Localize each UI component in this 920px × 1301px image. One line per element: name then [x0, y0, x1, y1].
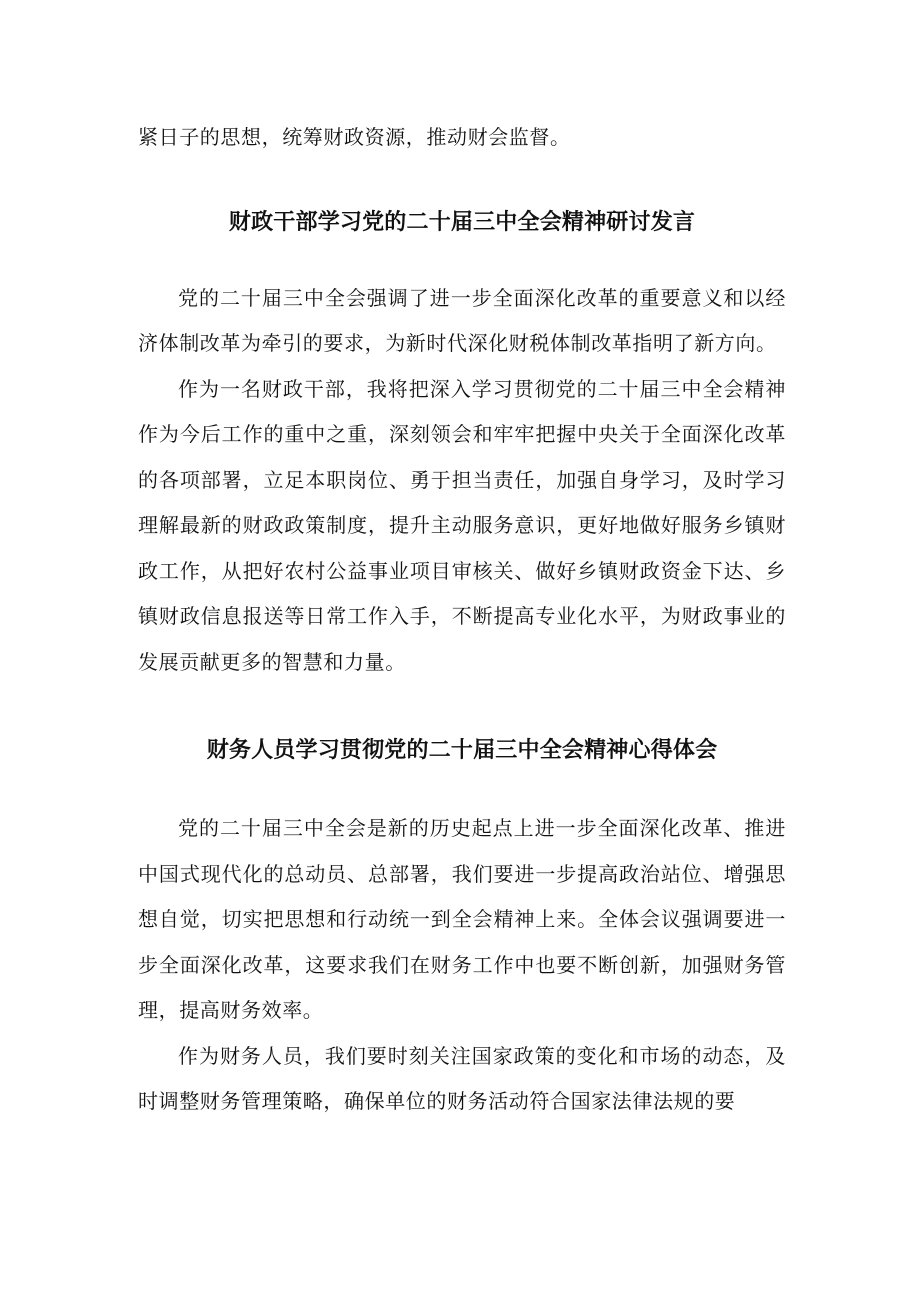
paragraph: 作为财务人员，我们要时刻关注国家政策的变化和市场的动态，及时调整财务管理策略，确保单位的财务活动符合国家法律法规的要: [138, 1043, 786, 1113]
section-title-finance-staff: 财务人员学习贯彻党的二十届三中全会精神心得体会: [206, 738, 718, 763]
section-title-finance-cadre: 财政干部学习党的二十届三中全会精神研讨发言: [228, 209, 696, 235]
paragraph: 作为一名财政干部，我将把深入学习贯彻党的二十届三中全会精神作为今后工作的重中之重，深刻领会和牢牢把握中央关于全面深化改革的各项部署，立足本职岗位、勇于担当责任，加强自身学习，及时学习理解最新的财政政策制度，提升主动服务意识，更好地做好服务乡镇财政工作，从把好农村公益事业项目审核关、做好乡镇财政资金下达、乡镇财政信息报送等日常工作入手，不断提高专业化水平，为财政事业的发展贡献更多的智慧和力量。: [138, 376, 786, 674]
paragraph: 党的二十届三中全会强调了进一步全面深化改革的重要意义和以经济体制改革为牵引的要求，为新时代深化财税体制改革指明了新方向。: [138, 285, 786, 355]
paragraph: 党的二十届三中全会是新的历史起点上进一步全面深化改革、推进中国式现代化的总动员、总部署，我们要进一步提高政治站位、增强思想自觉，切实把思想和行动统一到全会精神上来。全体会议强调要进一步全面深化改革，这要求我们在财务工作中也要不断创新，加强财务管理，提高财务效率。: [138, 816, 786, 1022]
document-body: [138, 115, 786, 1125]
continued-paragraph: 紧日子的思想，统筹财政资源，推动财会监督。: [138, 125, 571, 149]
